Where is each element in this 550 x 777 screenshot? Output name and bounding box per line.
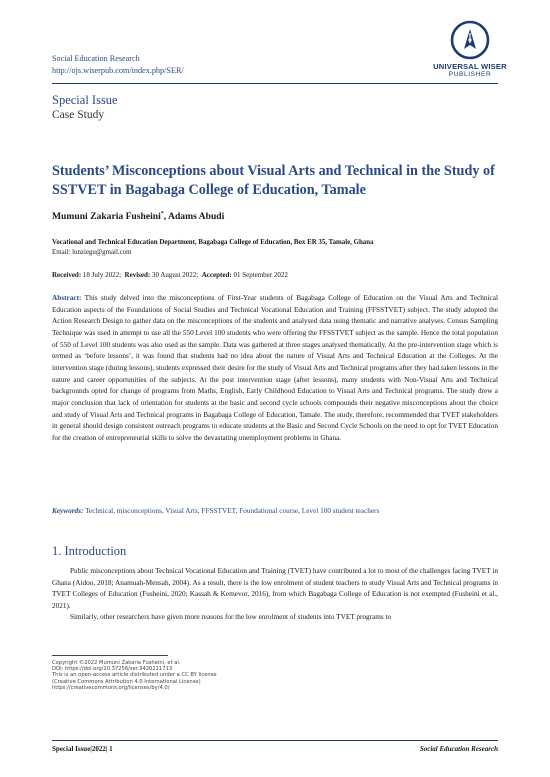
keywords-text: Technical, misconceptions, Visual Arts, FFSSTVET, Foundational course, Level 100 student teachers (85, 507, 380, 515)
author-secondary: , Adams Abudi (163, 211, 225, 223)
accepted-date: 01 September 2022 (233, 271, 288, 279)
publisher-name-line1: UNIVERSAL WISER (433, 62, 507, 71)
keywords (52, 506, 498, 517)
affiliation: Vocational and Technical Education Department, Bagabaga College of Education, Box ER 35, Tamale, Ghana (52, 239, 374, 246)
license-url-link[interactable]: https://creativecommons.org/licenses/by/4.0/ (52, 684, 170, 691)
journal-url-link[interactable]: http://ojs.wiserpub.com/index.php/SER/ (52, 65, 184, 75)
corresponding-mark: * (160, 211, 164, 217)
article-title: Students’ Misconceptions about Visual Arts and Technical in the Study of SSTVET in Bagabaga College of Education, Tamale (52, 163, 495, 198)
author-list (52, 211, 224, 222)
copyright-footnote (52, 660, 217, 691)
abstract-text: This study delved into the misconceptions of First-Year students of Bagabaga College of Education on the Visual Arts and Technical Education aspects of the Foundations of Social Studies and Technical Vocational Education and Training (FFSSTVET) subject. The study adopted the Action Research Design to gather data on the misconceptions of the students and analysed data using thematic and narrative analyses. Census Sampling Technique was used in attempt to use all the 550 Level 100 students who were offering the FFSSTVET subject as the sample. Hence the total population of 550 of Level 100 students was also used as the sample. Data was gathered at three stages analysed thematically. At the pre-intervention stage which is termed as ‘before lessons’, it was found that students had no idea about the nature of Visual Arts and Technical Education at the Colleges. At the intervention stage (during lessons), students expressed their desire for the study of Visual Arts and Technical programs after they had taken lessons in the nature and career opportunities of the subjects. At the post intervention stage (after lessons), many students with Non-Visual Arts and Technical backgrounds opted for change of programs from Maths, English, Early Childhood Education to Visual Arts and Technical programs. The study drew a major conclusion that lack of orientation for students at the basic and second cycle schools compounds their negative misconceptions about the choice and study of Visual Arts and Technical programs in Bagabaga College of Education, Tamale. The study, therefore, recommended that TVET stakeholders in general should design consistent outreach programs to educate students at the Basic and Second Cycle Schools on the need to opt for TVET Education for the creation of entrepreneurial skills to solve the devastating unemployment problems in Ghana. (52, 294, 499, 442)
abstract (52, 293, 498, 445)
doi-link[interactable]: DOI: https://doi.org/10.37256/ser.3420221713 (52, 666, 173, 673)
article-dates (52, 271, 288, 279)
journal-header (52, 53, 184, 76)
received-date: 18 July 2022; (82, 271, 122, 279)
contact-email: Email: lunziegu@gmail.com (52, 249, 132, 256)
abstract-label: Abstract: (52, 294, 82, 302)
header-divider (52, 83, 498, 84)
keywords-label: Keywords: (52, 507, 84, 515)
article-category: Case Study (52, 109, 105, 121)
received-label: Received: (52, 271, 82, 279)
journal-name: Social Education Research (52, 54, 140, 63)
issue-label: Special Issue (52, 93, 118, 107)
license-line: This is an open-access article distributed under a CC BY license (52, 672, 217, 679)
footnote-divider (52, 655, 168, 656)
intro-paragraph-2: Similarly, other researchers have given more reasons for the low enrolment of students into TVET programs to (70, 613, 392, 622)
revised-label: Revised: (124, 271, 151, 279)
accepted-label: Accepted: (201, 271, 232, 279)
revised-date: 30 August 2022; (151, 271, 199, 279)
introduction-body (52, 566, 498, 624)
section-heading-introduction: 1. Introduction (52, 544, 127, 558)
footer-journal-name: Social Education Research (419, 745, 498, 753)
copyright-line: Copyright ©2022 Mumuni Zakaria Fusheini, et al. (52, 660, 181, 666)
intro-paragraph-1: Public misconceptions about Technical Vocational Education and Training (TVET) have contributed a lot to most of the challenges facing TVET in Ghana (Aidoo, 2018; Anamuah-Mensah, 2004). As a result, there is the low enrolment of student teachers to study Visual Arts and Technical programs in TVET Colleges of Education (Fusheini, 2020; Kassah & Kemevor, 2016), from which Bagabaga College of Education is not exempted (Fusheini et al., 2021). (52, 567, 498, 610)
license-name: (Creative Commons Attribution 4.0 International License) (52, 678, 201, 685)
publisher-name-line2: PUBLISHER (448, 71, 492, 78)
footer-divider (52, 740, 498, 741)
publisher-logo (418, 20, 522, 92)
author-primary: Mumuni Zakaria Fusheini (52, 211, 161, 223)
fountain-pen-nib-icon (450, 20, 490, 60)
footer-page-info: Special Issue|2022| 1 (52, 745, 113, 753)
